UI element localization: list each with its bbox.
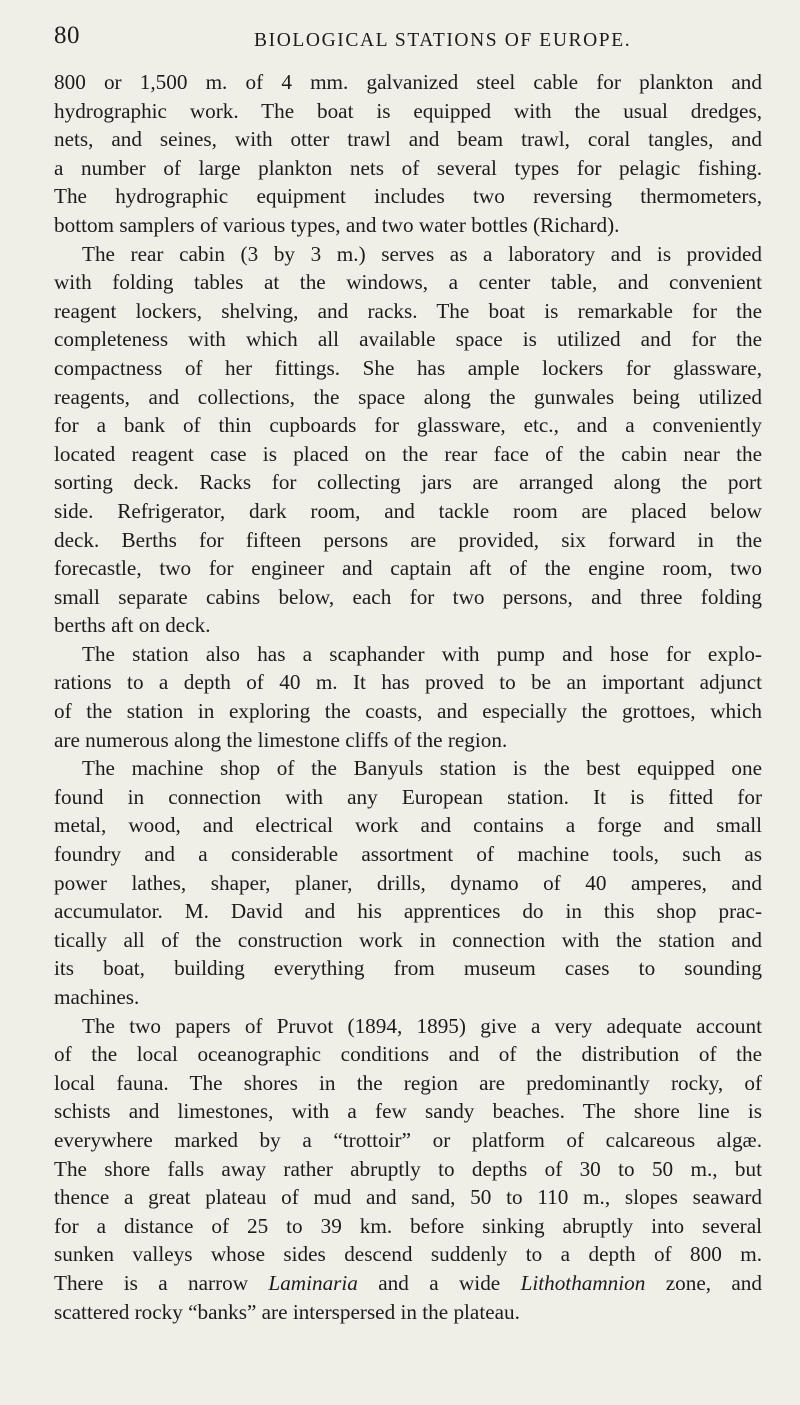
- text-line: are numerous along the limestone cliffs of the region.: [54, 727, 508, 752]
- text-line: [54, 1269, 762, 1298]
- text-run: zone, and: [645, 1270, 762, 1295]
- page-header: [54, 0, 762, 60]
- text-line: nets, and seines, with otter trawl and beam trawl, coral tangles, and: [54, 127, 762, 152]
- running-head: BIOLOGICAL STATIONS OF EUROPE.: [254, 30, 632, 51]
- text-line: The machine shop of the Banyuls station is the best equipped one: [82, 756, 762, 781]
- text-line: everywhere marked by a “trottoir” or platform of calcareous algæ.: [54, 1127, 762, 1152]
- text-line: schists and limestones, with a few sandy beaches. The shore line is: [54, 1099, 762, 1124]
- text-line: for a bank of thin cupboards for glassware, etc., and a conveniently: [54, 413, 762, 438]
- text-line: power lathes, shaper, planer, drills, dynamo of 40 amperes, and: [54, 870, 762, 895]
- text-line: sunken valleys whose sides descend suddenly to a depth of 800 m.: [54, 1242, 762, 1267]
- text-line: scattered rocky “banks” are interspersed in the plateau.: [54, 1299, 520, 1324]
- text-line: completeness with which all available space is utilized and for the: [54, 327, 762, 352]
- text-line: a number of large plankton nets of several types for pelagic fishing.: [54, 155, 762, 180]
- text-line: reagent lockers, shelving, and racks. The boat is remarkable for the: [54, 298, 762, 323]
- text-line: forecastle, two for engineer and captain aft of the engine room, two: [54, 556, 762, 581]
- text-line: bottom samplers of various types, and two water bottles (Richard).: [54, 212, 620, 237]
- text-line: local fauna. The shores in the region are predominantly rocky, of: [54, 1070, 762, 1095]
- text-line: rations to a depth of 40 m. It has proved to be an important adjunct: [54, 670, 762, 695]
- text-line: with folding tables at the windows, a center table, and convenient: [54, 270, 762, 295]
- text-line: The shore falls away rather abruptly to depths of 30 to 50 m., but: [54, 1156, 762, 1181]
- text-line: tically all of the construction work in connection with the station and: [54, 927, 762, 952]
- text-line: found in connection with any European station. It is fitted for: [54, 784, 762, 809]
- body-text: [54, 68, 762, 1326]
- text-line: for a distance of 25 to 39 km. before sinking abruptly into several: [54, 1213, 762, 1238]
- text-run: and a wide: [357, 1270, 521, 1295]
- italic-term-lithothamnion: Lithothamnion: [520, 1270, 646, 1295]
- text-line: The rear cabin (3 by 3 m.) serves as a laboratory and is provided: [82, 241, 762, 266]
- text-line: thence a great plateau of mud and sand, 50 to 110 m., slopes seaward: [54, 1185, 762, 1210]
- text-line: side. Refrigerator, dark room, and tackle room are placed below: [54, 498, 762, 523]
- text-line: berths aft on deck.: [54, 613, 211, 638]
- text-run: There is a narrow: [54, 1270, 269, 1295]
- italic-term-laminaria: Laminaria: [268, 1270, 358, 1295]
- text-line: 800 or 1,500 m. of 4 mm. galvanized steel cable for plankton and: [54, 70, 762, 94]
- text-line: foundry and a considerable assortment of machine tools, such as: [54, 842, 762, 867]
- text-line: sorting deck. Racks for collecting jars are arranged along the port: [54, 470, 762, 495]
- text-line: its boat, building everything from museum cases to sounding: [54, 956, 762, 981]
- text-line: The two papers of Pruvot (1894, 1895) give a very adequate account: [82, 1013, 762, 1038]
- text-line: metal, wood, and electrical work and contains a forge and small: [54, 813, 762, 838]
- page-number: 80: [54, 22, 80, 49]
- text-line: small separate cabins below, each for two persons, and three folding: [54, 584, 762, 609]
- text-line: The hydrographic equipment includes two reversing thermometers,: [54, 184, 762, 209]
- text-line: machines.: [54, 985, 140, 1009]
- text-line: hydrographic work. The boat is equipped with the usual dredges,: [54, 98, 762, 123]
- text-line: reagents, and collections, the space along the gunwales being utilized: [54, 384, 762, 409]
- text-line: accumulator. M. David and his apprentices do in this shop prac-: [54, 899, 762, 924]
- text-line: of the station in exploring the coasts, and especially the grottoes, which: [54, 699, 762, 724]
- text-line: The station also has a scaphander with pump and hose for explo-: [82, 641, 762, 666]
- text-line: deck. Berths for fifteen persons are provided, six forward in the: [54, 527, 762, 552]
- text-line: compactness of her fittings. She has ample lockers for glassware,: [54, 355, 762, 380]
- text-line: of the local oceanographic conditions and of the distribution of the: [54, 1042, 762, 1067]
- text-line: located reagent case is placed on the rear face of the cabin near the: [54, 441, 762, 466]
